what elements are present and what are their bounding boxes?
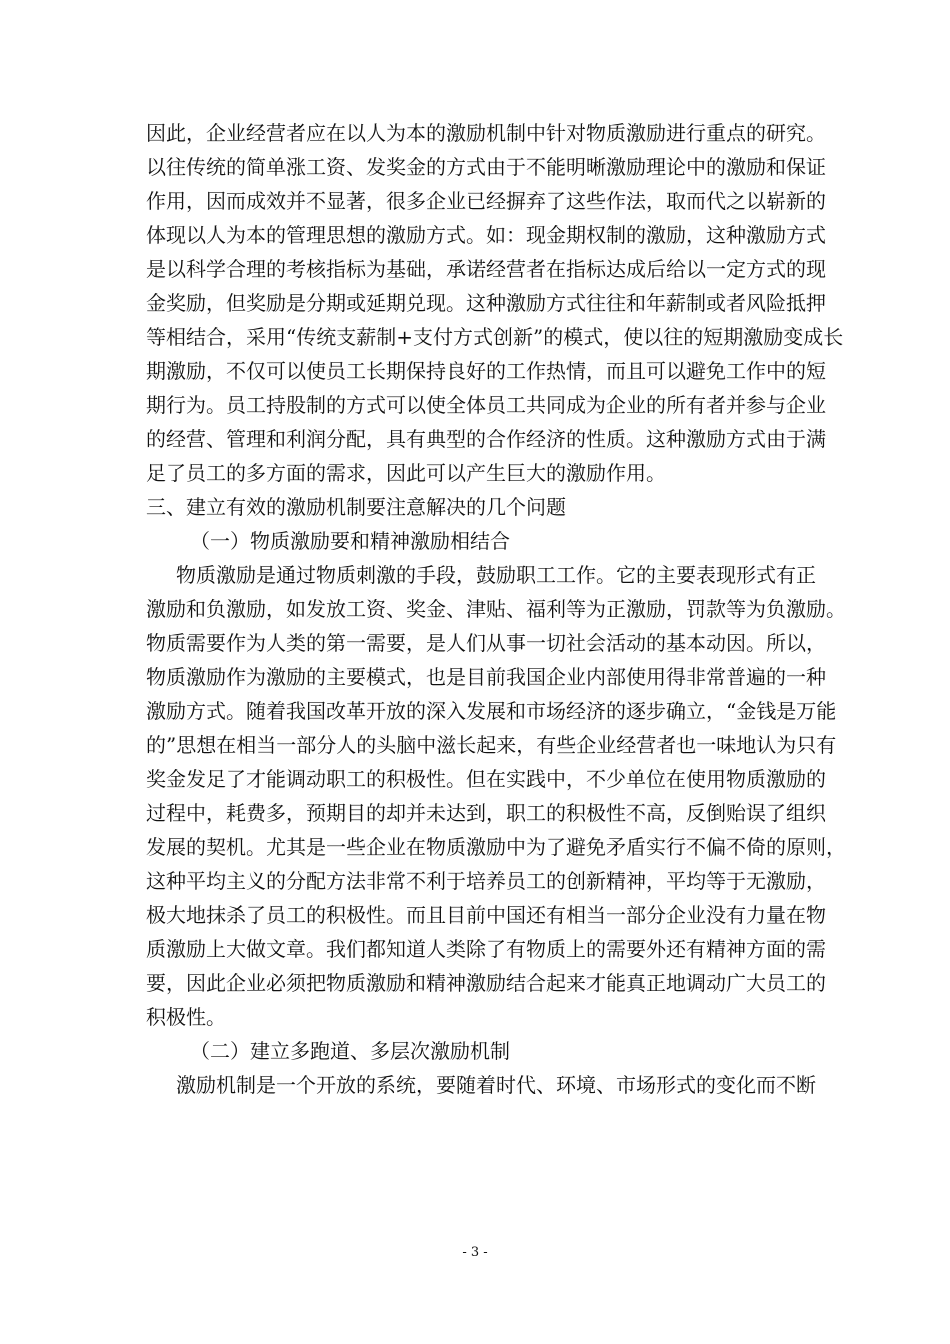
document-body [146,116,846,1102]
body-text-line: 这种平均主义的分配方法非常不利于培养员工的创新精神，平均等于无激励， [146,869,826,893]
body-text-line: 金奖励，但奖励是分期或延期兑现。这种激励方式往往和年薪制或者风险抵押 [146,291,826,315]
body-text-line: 三、建立有效的激励机制要注意解决的几个问题 [146,495,566,519]
body-text-line: 物质激励作为激励的主要模式，也是目前我国企业内部使用得非常普遍的一种 [146,665,826,689]
body-text-line: 的经营、管理和利润分配，具有典型的合作经济的性质。这种激励方式由于满 [146,427,826,451]
section-subheading: （二）建立多跑道、多层次激励机制 [190,1039,510,1063]
body-text-line: 过程中，耗费多，预期目的却并未达到，职工的积极性不高，反倒贻误了组织 [146,801,826,825]
body-text-line: 等相结合，采用“传统支薪制+支付方式创新”的模式，使以往的短期激励变成长 [146,325,844,349]
body-text-line: 质激励上大做文章。我们都知道人类除了有物质上的需要外还有精神方面的需 [146,937,826,961]
body-text-line: 期激励，不仅可以使员工长期保持良好的工作热情，而且可以避免工作中的短 [146,359,826,383]
body-text-line: 是以科学合理的考核指标为基础，承诺经营者在指标达成后给以一定方式的现 [146,257,826,281]
body-text-line: 作用，因而成效并不显著，很多企业已经摒弃了这些作法，取而代之以崭新的 [146,189,826,213]
body-text-line: 激励方式。随着我国改革开放的深入发展和市场经济的逐步确立，“金钱是万能 [146,699,837,723]
body-text-line: 因此，企业经营者应在以人为本的激励机制中针对物质激励进行重点的研究。 [146,121,826,145]
section-subheading: （一）物质激励要和精神激励相结合 [190,529,510,553]
body-text-line: 体现以人为本的管理思想的激励方式。如：现金期权制的激励，这种激励方式 [146,223,826,247]
page-number: - 3 - [462,1245,488,1260]
body-text-line: 积极性。 [146,1005,226,1029]
body-text-line: 足了员工的多方面的需求，因此可以产生巨大的激励作用。 [146,461,666,485]
body-text-line: 激励机制是一个开放的系统，要随着时代、环境、市场形式的变化而不断 [176,1073,816,1097]
body-text-line: 期行为。员工持股制的方式可以使全体员工共同成为企业的所有者并参与企业 [146,393,826,417]
body-text-line: 要，因此企业必须把物质激励和精神激励结合起来才能真正地调动广大员工的 [146,971,826,995]
body-text-line: 奖金发足了才能调动职工的积极性。但在实践中，不少单位在使用物质激励的 [146,767,826,791]
body-text-line: 以往传统的简单涨工资、发奖金的方式由于不能明晰激励理论中的激励和保证 [146,155,826,179]
body-text-line: 极大地抹杀了员工的积极性。而且目前中国还有相当一部分企业没有力量在物 [146,903,826,927]
body-text-line: 激励和负激励，如发放工资、奖金、津贴、福利等为正激励，罚款等为负激励。 [146,597,846,621]
body-text-line: 物质激励是通过物质刺激的手段，鼓励职工工作。它的主要表现形式有正 [176,563,816,587]
body-text-line: 物质需要作为人类的第一需要，是人们从事一切社会活动的基本动因。所以， [146,631,826,655]
body-text-line: 发展的契机。尤其是一些企业在物质激励中为了避免矛盾实行不偏不倚的原则， [146,835,846,859]
body-text-line: 的”思想在相当一部分人的头脑中滋长起来，有些企业经营者也一味地认为只有 [146,733,837,757]
